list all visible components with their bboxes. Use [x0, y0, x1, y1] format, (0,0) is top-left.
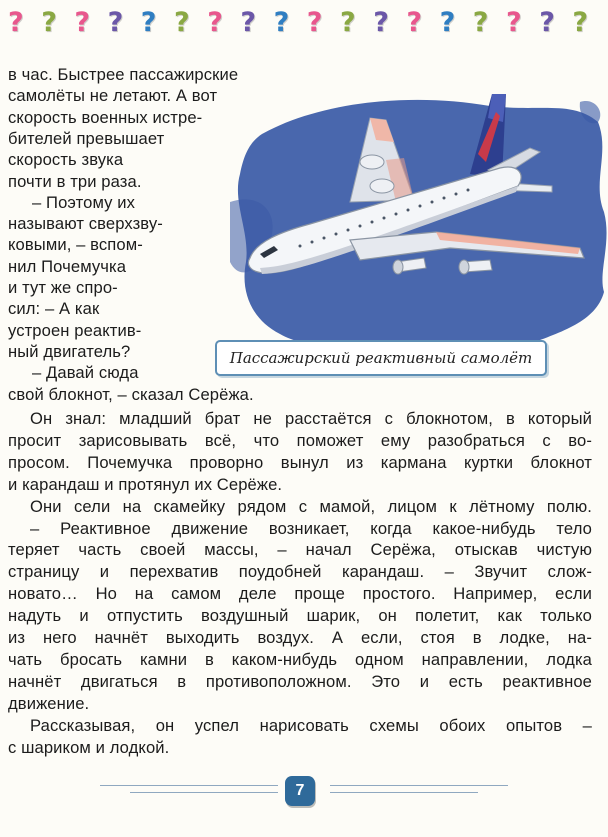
text-line: чать бросать камни в каком-нибудь одном направлении, лодка	[8, 649, 592, 669]
text-line: и тут же спро-	[8, 278, 118, 297]
text-line: и карандаш и протянул их Серёже.	[8, 474, 283, 494]
text-line: нил Почемучка	[8, 256, 127, 276]
text-line: Рассказывая, он успел нарисовать схемы обоих опытов –	[30, 715, 592, 735]
airplane-illustration	[200, 82, 608, 368]
text-line: страницу и перехватив поудобней карандаш. – Звучит слож-	[8, 562, 592, 582]
text-line: новато… Но на самом деле проще простого. Например, если	[8, 584, 592, 604]
footer-rule-left	[100, 785, 278, 786]
text-line: ный двигатель?	[8, 341, 131, 361]
page-number: 7	[285, 776, 315, 806]
text-line: просит зарисовывать всё, что поможет ему разобраться с во-	[8, 430, 592, 450]
question-mark-icon: ?	[506, 7, 522, 38]
question-mark-icon: ?	[406, 7, 423, 38]
text-line: бителей превышает	[8, 128, 165, 148]
question-mark-icon: ?	[8, 7, 24, 38]
question-mark-icon: ?	[74, 7, 91, 38]
text-line: – Реактивное движение возникает, когда какое-нибудь тело	[30, 518, 592, 538]
text-line: Они сели на скамейку рядом с мамой, лицом к лётному полю.	[30, 496, 592, 516]
text-line: просом. Почемучка проворно вынул из кармана куртки блокнот	[8, 452, 592, 472]
text-line: – Давай сюда	[32, 363, 139, 383]
question-mark-icon: ?	[340, 7, 356, 38]
question-mark-icon: ?	[306, 7, 323, 38]
question-mark-icon: ?	[572, 7, 589, 38]
question-mark-icon: ?	[107, 7, 124, 38]
text-line: – Поэтому их	[32, 192, 136, 212]
question-marks-header	[0, 6, 608, 40]
illustration-caption: Пассажирский реактивный самолёт	[215, 340, 547, 376]
text-line: почти в три раза.	[8, 171, 142, 191]
text-line: свой блокнот, – сказал Серёжа.	[8, 384, 254, 404]
text-line: скорость звука	[8, 150, 124, 170]
passenger-jet-airplane-icon	[200, 82, 608, 368]
question-mark-icon: ?	[41, 7, 57, 38]
text-line: называют сверхзву-	[8, 214, 163, 234]
text-line: с шариком и лодкой.	[8, 737, 170, 757]
question-mark-icon: ?	[539, 7, 555, 38]
question-mark-icon: ?	[140, 7, 157, 38]
text-line: теряет часть своей массы, – начал Серёжа, отыскав чистую	[8, 540, 592, 560]
footer-rule-left-2	[130, 792, 278, 793]
text-line: скорость военных истре-	[8, 107, 203, 127]
text-line: надуть и отпустить воздушный шарик, он полетит, как только	[8, 606, 592, 626]
text-line: Он знал: младший брат не расстаётся с блокнотом, в который	[30, 409, 592, 428]
question-mark-icon: ?	[174, 7, 190, 38]
text-line: движение.	[8, 693, 90, 713]
text-line: сил: – А как	[8, 299, 100, 319]
question-mark-icon: ?	[207, 7, 223, 38]
text-line: в час. Быстрее пассажирские	[8, 65, 239, 84]
footer-rule-right-2	[330, 792, 478, 793]
question-mark-icon: ?	[240, 7, 257, 38]
text-line: самолёты не летают. А вот	[8, 86, 218, 106]
question-mark-icon: ?	[439, 7, 456, 38]
footer-rule-right	[330, 785, 508, 786]
question-mark-icon: ?	[472, 7, 489, 38]
question-mark-icon: ?	[273, 7, 290, 38]
text-line: устроен реактив-	[8, 320, 142, 340]
text-line: из него начнёт выходить воздух. А если, стоя в лодке, на-	[8, 628, 592, 647]
question-mark-icon: ?	[373, 7, 389, 38]
text-line: начнёт двигаться в противоположном. Это и есть реактивное	[8, 671, 592, 691]
text-line: ковыми, – вспом-	[8, 235, 143, 255]
